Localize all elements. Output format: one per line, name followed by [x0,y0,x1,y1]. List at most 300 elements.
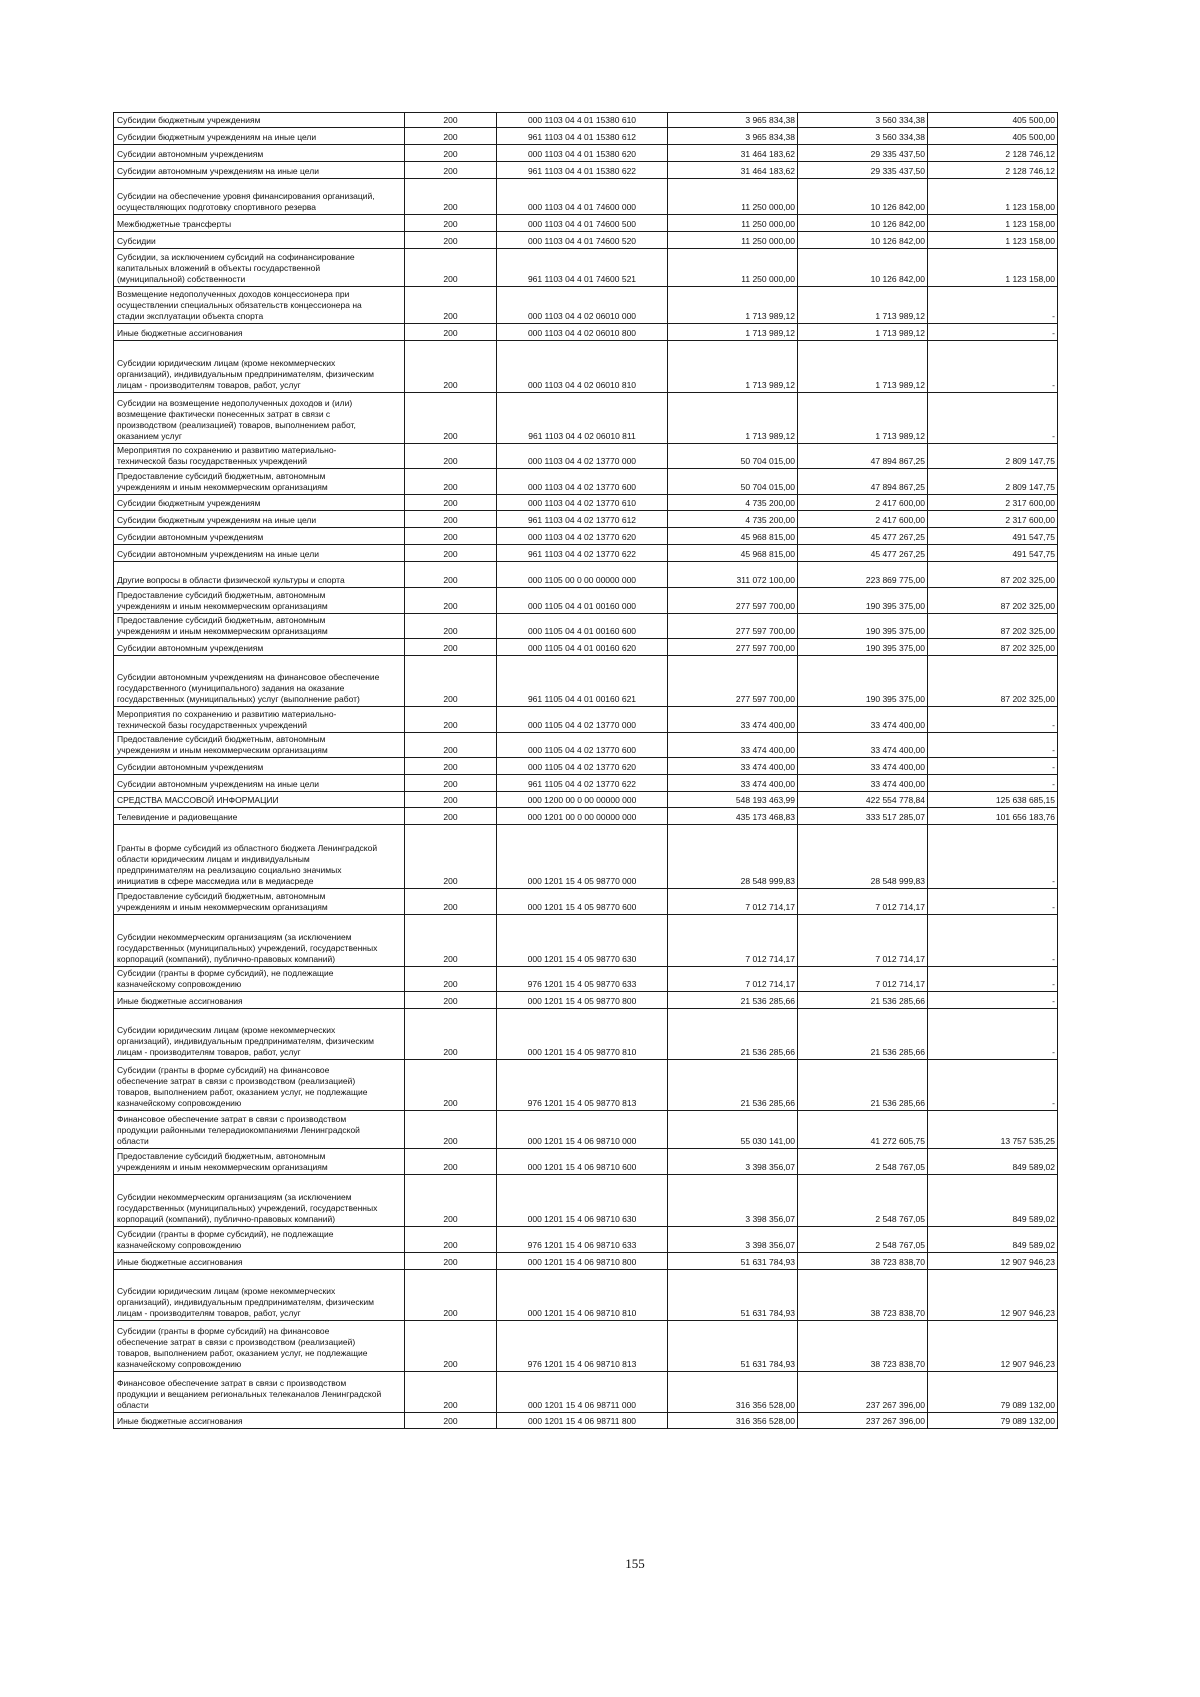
row-name: Субсидии (гранты в форме субсидий), не подлежащие казначейскому сопровождению [114,1227,405,1253]
table-row [114,232,1058,249]
row-approved-amount: 33 474 400,00 [668,733,798,758]
row-unexecuted-amount: 12 907 946,23 [928,1270,1058,1321]
row-unexecuted-amount: - [928,324,1058,341]
row-budget-code: 961 1103 04 4 02 13770 622 [497,545,668,562]
row-unexecuted-amount: 491 547,75 [928,545,1058,562]
row-unexecuted-amount: 2 317 600,00 [928,495,1058,511]
row-budget-code: 961 1103 04 4 01 74600 521 [497,249,668,287]
row-name: Предоставление субсидий бюджетным, автономным учреждениям и иным некоммерческим организациям [114,889,405,915]
row-name: Финансовое обеспечение затрат в связи с производством продукции и вещанием региональных телеканалов Ленинградской области [114,1372,405,1413]
row-budget-code: 976 1201 15 4 05 98770 813 [497,1060,668,1111]
row-line-code: 200 [405,733,497,758]
row-unexecuted-amount: - [928,992,1058,1009]
row-budget-code: 000 1103 04 4 01 15380 610 [497,113,668,128]
row-executed-amount: 21 536 285,66 [798,1060,928,1111]
row-line-code: 200 [405,1060,497,1111]
row-budget-code: 000 1201 15 4 05 98770 600 [497,889,668,915]
row-executed-amount: 2 417 600,00 [798,511,928,528]
row-line-code: 200 [405,324,497,341]
budget-execution-table [113,112,1058,1429]
row-line-code: 200 [405,511,497,528]
row-name: Субсидии [114,232,405,249]
row-approved-amount: 21 536 285,66 [668,1009,798,1060]
row-name: Субсидии юридическим лицам (кроме некоммерческих организаций), индивидуальным предпринимателям, физическим лицам - производителям товаров, работ, услуг [114,1009,405,1060]
row-budget-code: 000 1200 00 0 00 00000 000 [497,792,668,808]
table-row [114,992,1058,1009]
row-name: Межбюджетные трансферты [114,215,405,232]
row-name: Субсидии автономным учреждениям на иные цели [114,545,405,562]
table-row [114,393,1058,444]
row-executed-amount: 1 713 989,12 [798,393,928,444]
row-name: Иные бюджетные ассигнования [114,1413,405,1429]
row-name: Субсидии бюджетным учреждениям [114,495,405,511]
row-line-code: 200 [405,562,497,588]
row-line-code: 200 [405,215,497,232]
row-name: Субсидии автономным учреждениям на финансовое обеспечение государственного (муниципального) задания на оказание государственных (муниципальных) услуг (выполнение работ) [114,656,405,707]
table-row [114,825,1058,889]
row-approved-amount: 316 356 528,00 [668,1413,798,1429]
row-budget-code: 000 1105 04 4 02 13770 620 [497,758,668,775]
table-row [114,1227,1058,1253]
row-line-code: 200 [405,707,497,733]
row-budget-code: 961 1103 04 4 02 06010 811 [497,393,668,444]
row-approved-amount: 55 030 141,00 [668,1111,798,1149]
row-unexecuted-amount: 405 500,00 [928,128,1058,145]
row-executed-amount: 21 536 285,66 [798,992,928,1009]
row-approved-amount: 33 474 400,00 [668,775,798,792]
row-name: СРЕДСТВА МАССОВОЙ ИНФОРМАЦИИ [114,792,405,808]
row-line-code: 200 [405,1372,497,1413]
row-executed-amount: 190 395 375,00 [798,588,928,614]
row-budget-code: 000 1103 04 4 02 13770 620 [497,528,668,545]
row-unexecuted-amount: 2 128 746,12 [928,162,1058,179]
row-line-code: 200 [405,1270,497,1321]
row-approved-amount: 28 548 999,83 [668,825,798,889]
row-line-code: 200 [405,1149,497,1175]
table-row [114,1009,1058,1060]
row-name: Иные бюджетные ассигнования [114,1253,405,1270]
row-approved-amount: 7 012 714,17 [668,889,798,915]
table-row [114,287,1058,324]
row-unexecuted-amount: - [928,733,1058,758]
row-budget-code: 000 1105 04 4 01 00160 600 [497,614,668,639]
row-executed-amount: 29 335 437,50 [798,145,928,162]
row-name: Мероприятия по сохранению и развитию материально- технической базы государственных учреждений [114,707,405,733]
row-approved-amount: 435 173 468,83 [668,808,798,825]
table-row [114,808,1058,825]
row-approved-amount: 21 536 285,66 [668,1060,798,1111]
row-approved-amount: 1 713 989,12 [668,341,798,393]
table-row [114,128,1058,145]
row-approved-amount: 50 704 015,00 [668,469,798,495]
row-name: Телевидение и радиовещание [114,808,405,825]
row-approved-amount: 311 072 100,00 [668,562,798,588]
row-budget-code: 000 1201 15 4 06 98711 000 [497,1372,668,1413]
table-row [114,915,1058,967]
row-budget-code: 000 1201 15 4 06 98711 800 [497,1413,668,1429]
row-unexecuted-amount: 1 123 158,00 [928,215,1058,232]
row-line-code: 200 [405,758,497,775]
table-row [114,249,1058,287]
row-line-code: 200 [405,1227,497,1253]
row-unexecuted-amount: 87 202 325,00 [928,588,1058,614]
row-unexecuted-amount: - [928,775,1058,792]
row-executed-amount: 7 012 714,17 [798,889,928,915]
row-unexecuted-amount: 1 123 158,00 [928,249,1058,287]
table-row [114,444,1058,469]
row-approved-amount: 33 474 400,00 [668,758,798,775]
row-unexecuted-amount: 125 638 685,15 [928,792,1058,808]
row-line-code: 200 [405,113,497,128]
row-line-code: 200 [405,341,497,393]
table-row [114,889,1058,915]
row-unexecuted-amount: - [928,1060,1058,1111]
row-approved-amount: 11 250 000,00 [668,232,798,249]
row-budget-code: 000 1103 04 4 02 13770 600 [497,469,668,495]
row-line-code: 200 [405,495,497,511]
row-name: Субсидии автономным учреждениям [114,758,405,775]
row-budget-code: 000 1201 15 4 05 98770 630 [497,915,668,967]
row-approved-amount: 45 968 815,00 [668,528,798,545]
row-unexecuted-amount: 12 907 946,23 [928,1321,1058,1372]
table-row [114,614,1058,639]
row-executed-amount: 190 395 375,00 [798,639,928,656]
row-approved-amount: 3 398 356,07 [668,1227,798,1253]
row-executed-amount: 7 012 714,17 [798,967,928,992]
row-approved-amount: 277 597 700,00 [668,614,798,639]
row-approved-amount: 45 968 815,00 [668,545,798,562]
row-approved-amount: 548 193 463,99 [668,792,798,808]
row-line-code: 200 [405,967,497,992]
table-row [114,1321,1058,1372]
row-name: Возмещение недополученных доходов концессионера при осуществлении специальных обязательств концессионера на стадии эксплуатации объекта спорта [114,287,405,324]
table-row [114,656,1058,707]
row-executed-amount: 10 126 842,00 [798,179,928,215]
row-unexecuted-amount: - [928,915,1058,967]
row-name: Предоставление субсидий бюджетным, автономным учреждениям и иным некоммерческим организациям [114,469,405,495]
row-executed-amount: 10 126 842,00 [798,249,928,287]
row-name: Субсидии бюджетным учреждениям на иные цели [114,128,405,145]
row-unexecuted-amount: 849 589,02 [928,1149,1058,1175]
row-unexecuted-amount: - [928,287,1058,324]
row-budget-code: 000 1105 04 4 01 00160 620 [497,639,668,656]
row-budget-code: 000 1201 00 0 00 00000 000 [497,808,668,825]
row-name: Субсидии автономным учреждениям на иные цели [114,775,405,792]
table-row [114,179,1058,215]
table-row [114,1149,1058,1175]
row-approved-amount: 3 398 356,07 [668,1175,798,1227]
row-name: Иные бюджетные ассигнования [114,324,405,341]
row-name: Предоставление субсидий бюджетным, автономным учреждениям и иным некоммерческим организациям [114,733,405,758]
table-row [114,1372,1058,1413]
table-row [114,775,1058,792]
row-executed-amount: 45 477 267,25 [798,528,928,545]
row-name: Иные бюджетные ассигнования [114,992,405,1009]
row-executed-amount: 10 126 842,00 [798,215,928,232]
table-row [114,215,1058,232]
table-row [114,707,1058,733]
row-executed-amount: 38 723 838,70 [798,1270,928,1321]
row-name: Другие вопросы в области физической культуры и спорта [114,562,405,588]
row-unexecuted-amount: 101 656 183,76 [928,808,1058,825]
row-name: Субсидии на возмещение недополученных доходов и (или) возмещение фактически понесенных затрат в связи с производством (реализацией) товаров, выполнением работ, оказанием услуг [114,393,405,444]
row-executed-amount: 10 126 842,00 [798,232,928,249]
table-row [114,469,1058,495]
table-row [114,145,1058,162]
table-row [114,1111,1058,1149]
table-row [114,1253,1058,1270]
row-executed-amount: 1 713 989,12 [798,324,928,341]
row-unexecuted-amount: - [928,341,1058,393]
row-unexecuted-amount: 849 589,02 [928,1175,1058,1227]
row-executed-amount: 28 548 999,83 [798,825,928,889]
row-budget-code: 000 1105 04 4 01 00160 000 [497,588,668,614]
row-approved-amount: 7 012 714,17 [668,967,798,992]
row-executed-amount: 3 560 334,38 [798,128,928,145]
row-line-code: 200 [405,656,497,707]
row-line-code: 200 [405,528,497,545]
row-line-code: 200 [405,1111,497,1149]
row-approved-amount: 51 631 784,93 [668,1321,798,1372]
table-row [114,1175,1058,1227]
row-unexecuted-amount: 491 547,75 [928,528,1058,545]
row-executed-amount: 38 723 838,70 [798,1253,928,1270]
row-approved-amount: 3 965 834,38 [668,128,798,145]
row-approved-amount: 11 250 000,00 [668,179,798,215]
row-approved-amount: 4 735 200,00 [668,495,798,511]
table-row [114,1060,1058,1111]
row-line-code: 200 [405,775,497,792]
row-line-code: 200 [405,179,497,215]
row-unexecuted-amount: - [928,707,1058,733]
row-executed-amount: 2 548 767,05 [798,1149,928,1175]
row-line-code: 200 [405,393,497,444]
row-unexecuted-amount: 87 202 325,00 [928,614,1058,639]
table-row [114,639,1058,656]
row-name: Субсидии на обеспечение уровня финансирования организаций, осуществляющих подготовку спортивного резерва [114,179,405,215]
row-line-code: 200 [405,1253,497,1270]
row-budget-code: 961 1103 04 4 02 13770 612 [497,511,668,528]
row-executed-amount: 47 894 867,25 [798,469,928,495]
row-executed-amount: 33 474 400,00 [798,733,928,758]
table-row [114,113,1058,128]
table-row [114,1413,1058,1429]
row-budget-code: 000 1103 04 4 01 15380 620 [497,145,668,162]
row-approved-amount: 1 713 989,12 [668,287,798,324]
row-unexecuted-amount: 2 809 147,75 [928,444,1058,469]
row-approved-amount: 7 012 714,17 [668,915,798,967]
row-approved-amount: 316 356 528,00 [668,1372,798,1413]
row-budget-code: 000 1201 15 4 06 98710 630 [497,1175,668,1227]
row-unexecuted-amount: 1 123 158,00 [928,232,1058,249]
row-budget-code: 000 1103 04 4 01 74600 500 [497,215,668,232]
row-approved-amount: 51 631 784,93 [668,1253,798,1270]
table-row [114,162,1058,179]
row-budget-code: 000 1103 04 4 02 13770 000 [497,444,668,469]
row-unexecuted-amount: 12 907 946,23 [928,1253,1058,1270]
row-unexecuted-amount: - [928,889,1058,915]
row-budget-code: 961 1105 04 4 01 00160 621 [497,656,668,707]
row-budget-code: 976 1201 15 4 06 98710 633 [497,1227,668,1253]
row-approved-amount: 33 474 400,00 [668,707,798,733]
row-executed-amount: 1 713 989,12 [798,341,928,393]
row-name: Субсидии бюджетным учреждениям на иные цели [114,511,405,528]
row-executed-amount: 2 417 600,00 [798,495,928,511]
row-unexecuted-amount: 405 500,00 [928,113,1058,128]
row-name: Предоставление субсидий бюджетным, автономным учреждениям и иным некоммерческим организациям [114,1149,405,1175]
row-unexecuted-amount: 79 089 132,00 [928,1372,1058,1413]
row-line-code: 200 [405,287,497,324]
row-executed-amount: 7 012 714,17 [798,915,928,967]
row-name: Субсидии автономным учреждениям [114,639,405,656]
row-name: Субсидии (гранты в форме субсидий) на финансовое обеспечение затрат в связи с производством (реализацией) товаров, выполнением работ, оказанием услуг, не подлежащие казначейскому сопровождению [114,1060,405,1111]
table-row [114,324,1058,341]
row-budget-code: 000 1103 04 4 02 06010 000 [497,287,668,324]
row-executed-amount: 422 554 778,84 [798,792,928,808]
row-name: Мероприятия по сохранению и развитию материально- технической базы государственных учреждений [114,444,405,469]
row-line-code: 200 [405,588,497,614]
row-executed-amount: 45 477 267,25 [798,545,928,562]
row-name: Субсидии, за исключением субсидий на софинансирование капитальных вложений в объекты государственной (муниципальной) собственности [114,249,405,287]
row-executed-amount: 47 894 867,25 [798,444,928,469]
table-row [114,495,1058,511]
row-line-code: 200 [405,1009,497,1060]
row-executed-amount: 29 335 437,50 [798,162,928,179]
row-unexecuted-amount: 13 757 535,25 [928,1111,1058,1149]
row-name: Гранты в форме субсидий из областного бюджета Ленинградской области юридическим лицам и индивидуальным предпринимателям на реализацию социально значимых инициатив в сфере массмедиа или в медиасреде [114,825,405,889]
row-name: Предоставление субсидий бюджетным, автономным учреждениям и иным некоммерческим организациям [114,588,405,614]
row-line-code: 200 [405,992,497,1009]
row-budget-code: 000 1201 15 4 06 98710 600 [497,1149,668,1175]
row-line-code: 200 [405,1321,497,1372]
row-budget-code: 000 1103 04 4 01 74600 000 [497,179,668,215]
row-unexecuted-amount: 87 202 325,00 [928,639,1058,656]
row-line-code: 200 [405,825,497,889]
row-approved-amount: 11 250 000,00 [668,249,798,287]
row-unexecuted-amount: 2 809 147,75 [928,469,1058,495]
row-unexecuted-amount: 2 317 600,00 [928,511,1058,528]
row-line-code: 200 [405,469,497,495]
table-row [114,1270,1058,1321]
row-executed-amount: 237 267 396,00 [798,1372,928,1413]
row-unexecuted-amount: 2 128 746,12 [928,145,1058,162]
row-unexecuted-amount: - [928,825,1058,889]
row-line-code: 200 [405,915,497,967]
row-budget-code: 000 1201 15 4 06 98710 000 [497,1111,668,1149]
row-approved-amount: 3 398 356,07 [668,1149,798,1175]
row-name: Предоставление субсидий бюджетным, автономным учреждениям и иным некоммерческим организациям [114,614,405,639]
row-budget-code: 000 1103 04 4 02 06010 800 [497,324,668,341]
table-row [114,511,1058,528]
row-budget-code: 000 1103 04 4 02 13770 610 [497,495,668,511]
row-approved-amount: 277 597 700,00 [668,588,798,614]
table-row [114,562,1058,588]
table-row [114,545,1058,562]
row-line-code: 200 [405,128,497,145]
table-row [114,792,1058,808]
row-budget-code: 000 1201 15 4 05 98770 800 [497,992,668,1009]
row-budget-code: 000 1201 15 4 05 98770 000 [497,825,668,889]
row-executed-amount: 223 869 775,00 [798,562,928,588]
row-line-code: 200 [405,232,497,249]
row-approved-amount: 11 250 000,00 [668,215,798,232]
row-approved-amount: 31 464 183,62 [668,145,798,162]
table-row [114,588,1058,614]
row-line-code: 200 [405,889,497,915]
row-budget-code: 000 1201 15 4 06 98710 800 [497,1253,668,1270]
row-approved-amount: 21 536 285,66 [668,992,798,1009]
row-budget-code: 961 1103 04 4 01 15380 622 [497,162,668,179]
row-approved-amount: 3 965 834,38 [668,113,798,128]
row-name: Финансовое обеспечение затрат в связи с производством продукции районными телерадиокомпаниями Ленинградской области [114,1111,405,1149]
table-row [114,733,1058,758]
row-budget-code: 000 1105 04 4 02 13770 000 [497,707,668,733]
page-number: 155 [625,1556,645,1571]
row-executed-amount: 237 267 396,00 [798,1413,928,1429]
table-row [114,341,1058,393]
row-executed-amount: 190 395 375,00 [798,614,928,639]
row-executed-amount: 38 723 838,70 [798,1321,928,1372]
row-unexecuted-amount: - [928,393,1058,444]
row-name: Субсидии автономным учреждениям [114,145,405,162]
row-executed-amount: 41 272 605,75 [798,1111,928,1149]
row-budget-code: 000 1103 04 4 02 06010 810 [497,341,668,393]
row-budget-code: 961 1103 04 4 01 15380 612 [497,128,668,145]
row-line-code: 200 [405,792,497,808]
row-executed-amount: 190 395 375,00 [798,656,928,707]
row-budget-code: 976 1201 15 4 05 98770 633 [497,967,668,992]
row-approved-amount: 1 713 989,12 [668,393,798,444]
row-line-code: 200 [405,1175,497,1227]
row-unexecuted-amount: 849 589,02 [928,1227,1058,1253]
row-name: Субсидии некоммерческим организациям (за исключением государственных (муниципальных) учреждений, государственных корпораций (компаний), публично-правовых компаний) [114,915,405,967]
row-unexecuted-amount: 1 123 158,00 [928,179,1058,215]
row-unexecuted-amount: 87 202 325,00 [928,656,1058,707]
row-name: Субсидии автономным учреждениям на иные цели [114,162,405,179]
row-line-code: 200 [405,545,497,562]
row-executed-amount: 21 536 285,66 [798,1009,928,1060]
row-name: Субсидии бюджетным учреждениям [114,113,405,128]
row-name: Субсидии (гранты в форме субсидий) на финансовое обеспечение затрат в связи с производством (реализацией) товаров, выполнением работ, оказанием услуг, не подлежащие казначейскому сопровождению [114,1321,405,1372]
row-line-code: 200 [405,145,497,162]
row-line-code: 200 [405,808,497,825]
table-row [114,967,1058,992]
row-budget-code: 000 1201 15 4 05 98770 810 [497,1009,668,1060]
row-name: Субсидии (гранты в форме субсидий), не подлежащие казначейскому сопровождению [114,967,405,992]
row-executed-amount: 33 474 400,00 [798,775,928,792]
row-budget-code: 000 1105 00 0 00 00000 000 [497,562,668,588]
row-approved-amount: 50 704 015,00 [668,444,798,469]
row-executed-amount: 1 713 989,12 [798,287,928,324]
row-unexecuted-amount: 87 202 325,00 [928,562,1058,588]
row-unexecuted-amount: - [928,967,1058,992]
row-executed-amount: 333 517 285,07 [798,808,928,825]
table-row [114,528,1058,545]
row-executed-amount: 33 474 400,00 [798,758,928,775]
row-unexecuted-amount: - [928,758,1058,775]
row-line-code: 200 [405,639,497,656]
row-executed-amount: 2 548 767,05 [798,1175,928,1227]
row-budget-code: 976 1201 15 4 06 98710 813 [497,1321,668,1372]
row-name: Субсидии юридическим лицам (кроме некоммерческих организаций), индивидуальным предпринимателям, физическим лицам - производителям товаров, работ, услуг [114,1270,405,1321]
row-budget-code: 000 1105 04 4 02 13770 600 [497,733,668,758]
table-row [114,758,1058,775]
row-name: Субсидии юридическим лицам (кроме некоммерческих организаций), индивидуальным предпринимателям, физическим лицам - производителям товаров, работ, услуг [114,341,405,393]
row-approved-amount: 4 735 200,00 [668,511,798,528]
row-approved-amount: 277 597 700,00 [668,639,798,656]
row-approved-amount: 1 713 989,12 [668,324,798,341]
row-approved-amount: 31 464 183,62 [668,162,798,179]
